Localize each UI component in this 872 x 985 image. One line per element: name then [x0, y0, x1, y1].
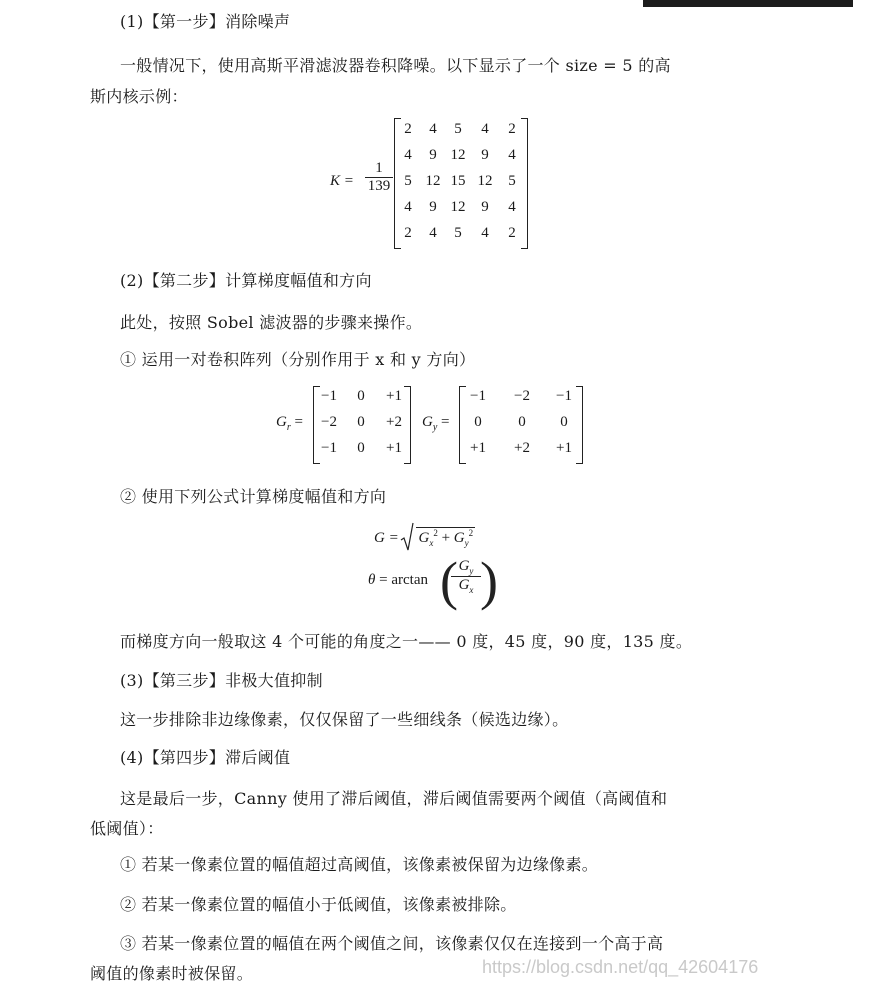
matrix-cell: −2: [321, 414, 337, 430]
matrix-cell: 4: [508, 199, 516, 215]
gx-matrix: [313, 386, 411, 464]
matrix-cell: 9: [481, 147, 489, 163]
matrix-cell: 4: [404, 199, 412, 215]
gx-label: $G_r$ =: [276, 414, 303, 433]
matrix-cell: 0: [357, 440, 365, 456]
theta-left-paren: (: [440, 551, 458, 611]
theta-numerator: $G_y$: [458, 558, 474, 576]
formula-magnitude: $G = G_x^2 + G_y^2$: [374, 528, 474, 548]
matrix-cell: 4: [404, 147, 412, 163]
step2-item2: ② 使用下列公式计算梯度幅值和方向: [120, 487, 387, 506]
matrix-cell: 4: [481, 121, 489, 137]
step2-paragraph: 此处，按照 Sobel 滤波器的步骤来操作。: [120, 313, 423, 332]
step4-paragraph-line2: 低阈值）：: [90, 819, 164, 838]
matrix-cell: +1: [470, 440, 486, 456]
step1-paragraph-line1: 一般情况下，使用高斯平滑滤波器卷积降噪。以下显示了一个 size = 5 的高: [120, 56, 671, 75]
step4-item1: ① 若某一像素位置的幅值超过高阈值，该像素被保留为边缘像素。: [120, 855, 599, 874]
matrix-cell: 0: [518, 414, 526, 430]
matrix-cell: +1: [556, 440, 572, 456]
gy-label: $G_y$ =: [422, 414, 450, 433]
matrix-cell: 12: [450, 147, 466, 163]
matrix-cell: 2: [508, 225, 516, 241]
step1-paragraph-line2: 斯内核示例：: [90, 87, 188, 106]
formula-theta: θ = arctan: [368, 572, 428, 588]
matrix-cell: 5: [508, 173, 516, 189]
theta-right-paren: ): [480, 551, 498, 611]
step4-item3-line2: 阈值的像素时被保留。: [90, 964, 254, 983]
matrix-cell: 12: [477, 173, 493, 189]
matrix-cell: 15: [450, 173, 466, 189]
watermark-url: https://blog.csdn.net/qq_42604176: [482, 957, 759, 977]
step4-paragraph-line1: 这是最后一步，Canny 使用了滞后阈值，滞后阈值需要两个阈值（高阈值和: [120, 789, 668, 808]
matrix-cell: −1: [321, 388, 337, 404]
matrix-cell: +1: [386, 388, 402, 404]
matrix-cell: 0: [357, 388, 365, 404]
kernel-fraction-denominator: 139: [365, 177, 393, 195]
step2-heading: (2)【第二步】计算梯度幅值和方向: [120, 271, 372, 290]
matrix-cell: 9: [429, 199, 437, 215]
kernel-fraction: [365, 160, 393, 195]
matrix-cell: +2: [386, 414, 402, 430]
matrix-cell: −1: [556, 388, 572, 404]
matrix-cell: +1: [386, 440, 402, 456]
step1-heading: (1)【第一步】消除噪声: [120, 12, 291, 31]
step2-item1: ① 运用一对卷积阵列（分别作用于 x 和 y 方向）: [120, 350, 476, 369]
matrix-cell: +2: [514, 440, 530, 456]
step3-paragraph: 这一步排除非边缘像素，仅仅保留了一些细线条（候选边缘）。: [120, 710, 569, 729]
gy-matrix: [459, 386, 583, 464]
matrix-cell: 4: [481, 225, 489, 241]
matrix-cell: 12: [425, 173, 441, 189]
matrix-cell: 0: [474, 414, 482, 430]
matrix-cell: 12: [450, 199, 466, 215]
matrix-cell: −1: [321, 440, 337, 456]
matrix-cell: 5: [404, 173, 412, 189]
matrix-cell: 2: [404, 225, 412, 241]
step4-item2: ② 若某一像素位置的幅值小于低阈值，该像素被排除。: [120, 895, 517, 914]
matrix-cell: 0: [560, 414, 568, 430]
step4-item3-line1: ③ 若某一像素位置的幅值在两个阈值之间，该像素仅仅在连接到一个高于高: [120, 934, 664, 953]
theta-denominator: $G_x$: [451, 576, 481, 595]
matrix-cell: 4: [429, 121, 437, 137]
matrix-cell: 2: [404, 121, 412, 137]
matrix-cell: 4: [508, 147, 516, 163]
matrix-cell: 5: [454, 225, 462, 241]
sqrt-symbol: [400, 522, 414, 552]
matrix-cell: −1: [470, 388, 486, 404]
step4-heading: (4)【第四步】滞后阈值: [120, 748, 291, 767]
matrix-cell: 0: [357, 414, 365, 430]
matrix-cell: 4: [429, 225, 437, 241]
kernel-label: K =: [330, 173, 354, 189]
step3-heading: (3)【第三步】非极大值抑制: [120, 671, 323, 690]
matrix-cell: 2: [508, 121, 516, 137]
kernel-fraction-numerator: 1: [375, 160, 383, 176]
theta-fraction: [451, 558, 481, 595]
top-dark-bar: [643, 0, 853, 7]
gaussian-kernel-matrix: [394, 118, 528, 249]
step2-paragraph2: 而梯度方向一般取这 4 个可能的角度之一—— 0 度，45 度，90 度，135 度。: [120, 632, 693, 651]
matrix-cell: 9: [481, 199, 489, 215]
matrix-cell: 5: [454, 121, 462, 137]
matrix-cell: 9: [429, 147, 437, 163]
matrix-cell: −2: [514, 388, 530, 404]
